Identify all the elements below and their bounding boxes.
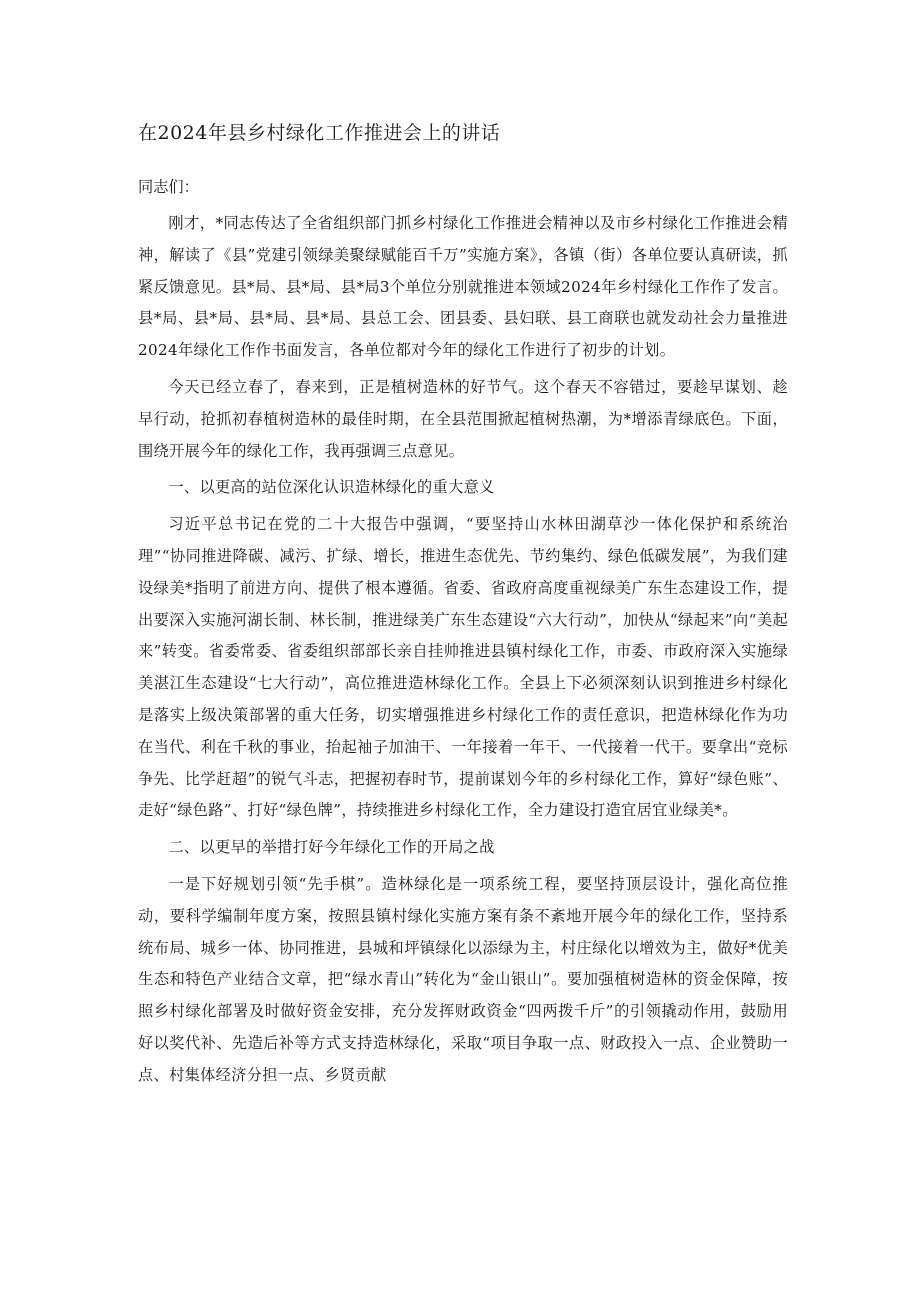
salutation: 同志们：	[138, 178, 199, 196]
paragraph-intro: 刚才，*同志传达了全省组织部门抓乡村绿化工作推进会精神以及市乡村绿化工作推进会精神，解读了《县”党建引领绿美聚绿赋能百千万”实施方案》，各镇（街）各单位要认真研读，抓紧反馈意见。县*局、县*局、县*局3个单位分别就推进本领域2024年乡村绿化工作作了发言。县*局、县*局、县*局、县*局、县总工会、团县委、县妇联、县工商联也就发动社会力量推进2024年绿化工作作书面发言，各单位都对今年的绿化工作进行了初步的计划。	[138, 214, 788, 360]
paragraph-significance: 习近平总书记在党的二十大报告中强调，“要坚持山水林田湖草沙一体化保护和系统治理”“协同推进降碳、减污、扩绿、增长，推进生态优先、节约集约、绿色低碳发展”，为我们建设绿美*指明了前进方向、提供了根本遵循。省委、省政府高度重视绿美广东生态建设工作，提出要深入实施河湖长制、林长制，推进绿美广东生态建设“六大行动”，加快从“绿起来”向“美起来”转变。省委常委、省委组织部部长亲自挂帅推进县镇村绿化工作，市委、市政府深入实施绿美湛江生态建设“七大行动”，高位推进造林绿化工作。全县上下必须深刻认识到推进乡村绿化是落实上级决策部署的重大任务，切实增强推进乡村绿化工作的责任意识，把造林绿化作为功在当代、利在千秋的事业，抬起袖子加油干、一年接着一年干、一代接着一代干。要拿出“竞标争先、比学赶超”的锐气斗志，把握初春时节，提前谋划今年的乡村绿化工作，算好“绿色账”、走好“绿色路”、打好“绿色牌”，持续推进乡村绿化工作，全力建设打造宜居宜业绿美*。	[138, 515, 788, 820]
section-heading-2: 二、以更早的举措打好今年绿化工作的开局之战	[168, 838, 495, 857]
paragraph-planning: 一是下好规划引领“先手棋”。造林绿化是一项系统工程，要坚持顶层设计，强化高位推动，要科学编制年度方案，按照县镇村绿化实施方案有条不紊地开展今年的绿化工作，坚持系统布局、城乡一体、协同推进，县城和坪镇绿化以添绿为主，村庄绿化以增效为主，做好*优美生态和特色产业结合文章，把“绿水青山”转化为“金山银山”。要加强植树造林的资金保障，按照乡村绿化部署及时做好资金安排，充分发挥财政资金“四两拨千斤”的引领撬动作用，鼓励用好以奖代补、先造后补等方式支持造林绿化，采取“项目争取一点、财政投入一点、企业赞助一点、村集体经济分担一点、乡贤贡献	[138, 874, 788, 1084]
section-heading-1: 一、以更高的站位深化认识造林绿化的重大意义	[168, 478, 495, 497]
paragraph-spring: 今天已经立春了，春来到，正是植树造林的好节气。这个春天不容错过，要趁早谋划、趁早行动，抢抓初春植树造林的最佳时期，在全县范围掀起植树热潮，为*增添青绿底色。下面，围绕开展今年的绿化工作，我再强调三点意见。	[138, 377, 788, 460]
document-title: 在2024年县乡村绿化工作推进会上的讲话	[138, 122, 501, 144]
document-body	[138, 172, 788, 1097]
